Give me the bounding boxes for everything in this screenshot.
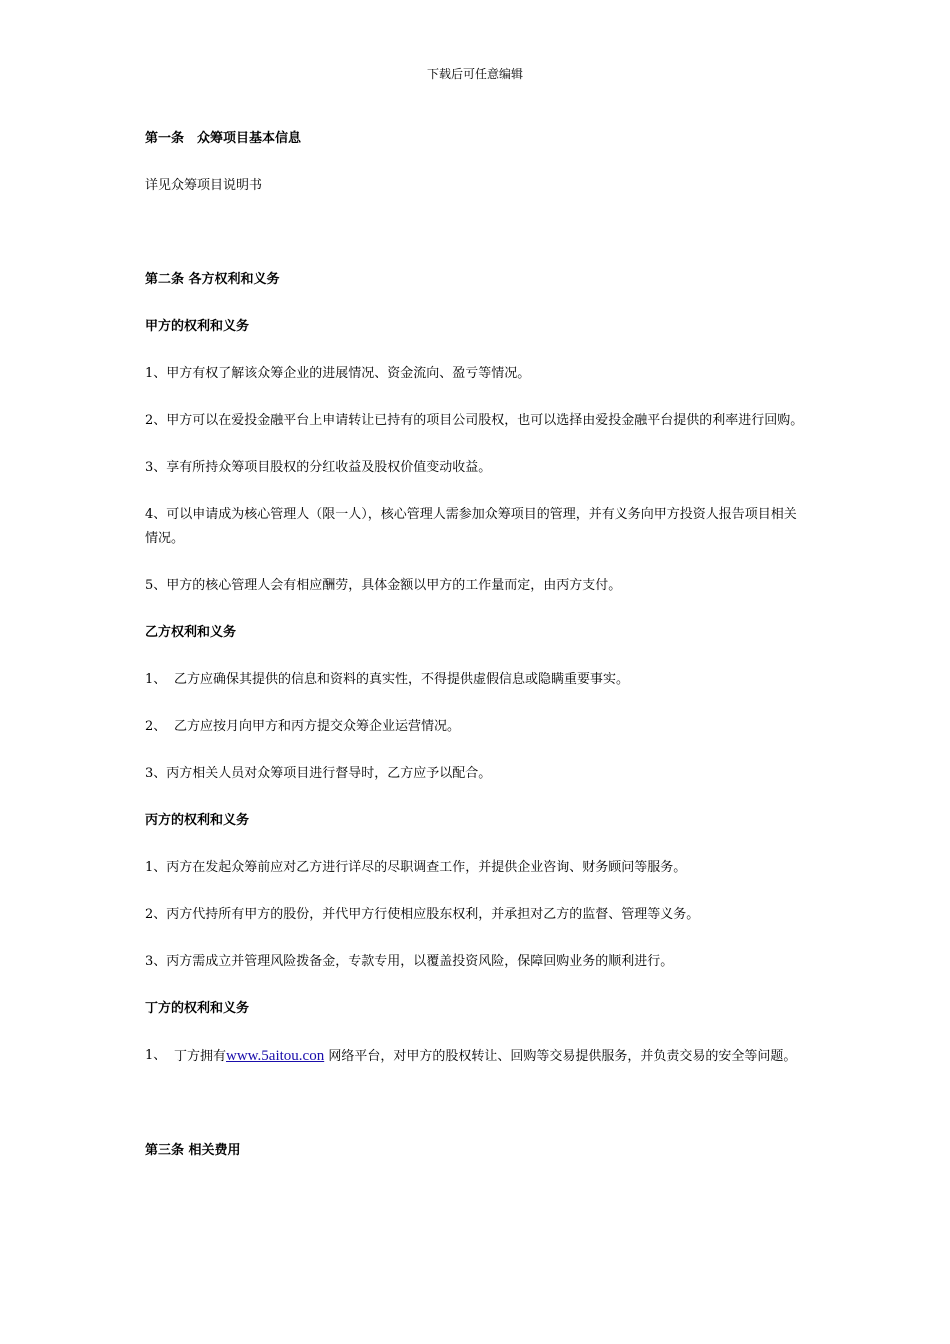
list-text: [174, 1044, 805, 1069]
document-body: [145, 127, 805, 1163]
party-a-item-3: 3、享有所持众筹项目股权的分红收益及股权价值变动收益。: [145, 460, 492, 475]
list-text-prefix: 丁方拥有: [174, 1049, 227, 1064]
party-d-heading: 丁方的权利和义务: [145, 1001, 250, 1016]
party-a-item-4: 4、可以申请成为核心管理人（限一人），核心管理人需参加众筹项目的管理，并有义务向甲方投资人报告项目相关情况。: [145, 507, 797, 546]
party-a-item-2: 2、甲方可以在爱投金融平台上申请转让已持有的项目公司股权，也可以选择由爱投金融平台提供的利率进行回购。: [145, 413, 804, 428]
article-1-text: 详见众筹项目说明书: [145, 178, 263, 193]
list-text: 乙方应确保其提供的信息和资料的真实性，不得提供虚假信息或隐瞒重要事实。: [174, 672, 630, 687]
party-b-heading: 乙方权利和义务: [145, 625, 237, 640]
party-a-item-5: 5、甲方的核心管理人会有相应酬劳，具体金额以甲方的工作量而定，由丙方支付。: [145, 578, 622, 593]
list-text: 乙方应按月向甲方和丙方提交众筹企业运营情况。: [174, 719, 461, 734]
article-3-title: 第三条 相关费用: [145, 1143, 241, 1158]
party-c-item-1: 1、丙方在发起众筹前应对乙方进行详尽的尽职调查工作，并提供企业咨询、财务顾问等服务。: [145, 860, 687, 875]
article-1-title: 第一条 众筹项目基本信息: [145, 131, 302, 146]
party-a-heading: 甲方的权利和义务: [145, 319, 250, 334]
list-number: 1、: [145, 1048, 167, 1063]
list-number: 2、: [145, 719, 167, 734]
party-c-item-3: 3、丙方需成立并管理风险拨备金，专款专用，以覆盖投资风险，保障回购业务的顺利进行。: [145, 954, 674, 969]
list-number: 1、: [145, 672, 167, 687]
list-text-suffix: 网络平台，对甲方的股权转让、回购等交易提供服务，并负责交易的安全等问题。: [328, 1049, 797, 1064]
party-c-heading: 丙方的权利和义务: [145, 813, 250, 828]
platform-link[interactable]: www.5aitou.con: [226, 1048, 325, 1064]
party-b-item-1: [145, 668, 805, 692]
party-b-item-3: 3、丙方相关人员对众筹项目进行督导时，乙方应予以配合。: [145, 766, 492, 781]
article-2-title: 第二条 各方权利和义务: [145, 272, 280, 287]
party-b-item-2: [145, 715, 805, 739]
page-header-note: 下载后可任意编辑: [426, 67, 523, 81]
party-a-item-1: 1、甲方有权了解该众筹企业的进展情况、资金流向、盈亏等情况。: [145, 366, 531, 381]
party-d-item-1: [145, 1044, 805, 1069]
party-c-item-2: 2、丙方代持所有甲方的股份，并代甲方行使相应股东权利，并承担对乙方的监督、管理等义务。: [145, 907, 700, 922]
